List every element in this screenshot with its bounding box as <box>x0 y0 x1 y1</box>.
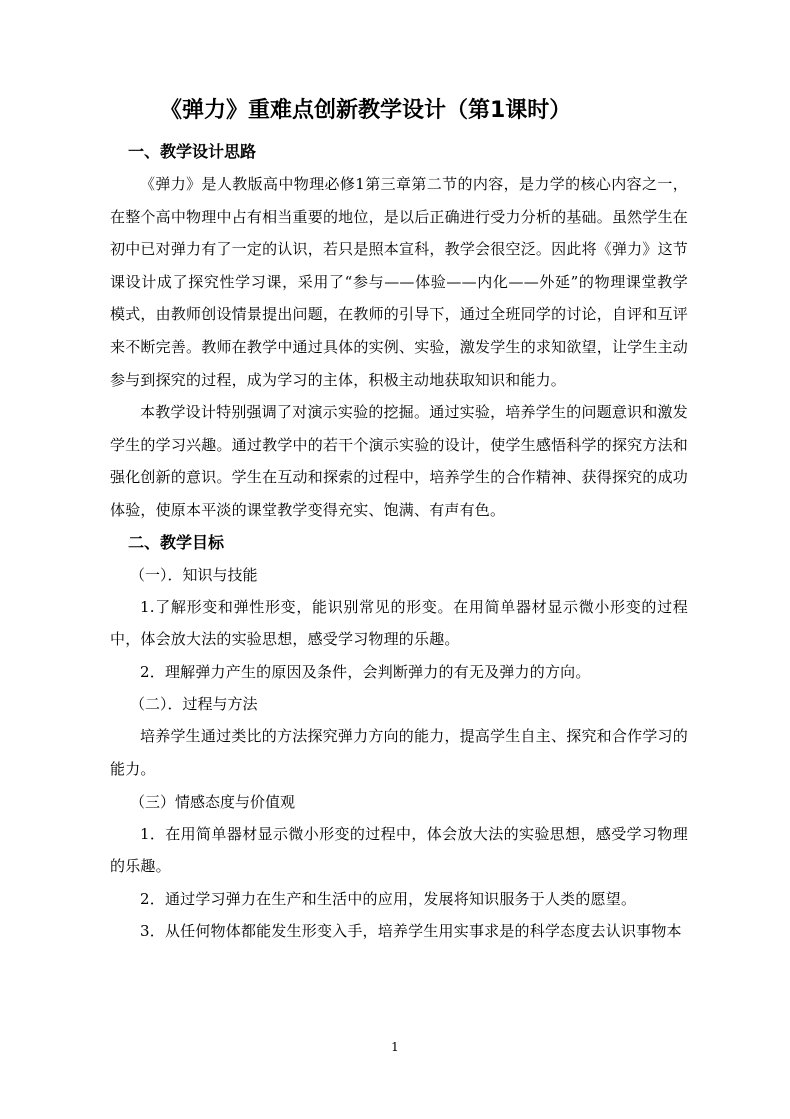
subheading-attitude-values: （三）情感态度与价值观 <box>130 792 296 811</box>
goal-item: 2．理解弹力产生的原因及条件，会判断弹力的有无及弹力的方向。 <box>140 662 591 681</box>
paragraph-design-idea-2: 本教学设计特别强调了对演示实验的挖掘。通过实验，培养学生的问题意识和激发学生的学习兴趣。通过教学中的若干个演示实验的设计，使学生感悟科学的探究方法和强化创新的意识。学生在互动和探索的过程中，培养学生的合作精神、获得探究的成功体验，使原本平淡的课堂教学变得充实、饱满、有声有色。 <box>110 403 688 519</box>
page-number: 1 <box>391 1040 399 1054</box>
section-heading-design-idea: 一、教学设计思路 <box>128 142 257 161</box>
section-heading-teaching-goals: 二、教学目标 <box>128 532 225 552</box>
document-title: 《弹力》重难点创新教学设计（第1课时） <box>160 98 572 123</box>
subheading-process-methods: （二）．过程与方法 <box>130 695 258 714</box>
document-body <box>110 136 688 948</box>
subheading-knowledge-skills: （一）．知识与技能 <box>130 565 258 584</box>
paragraph-design-idea-1: 《弹力》是人教版高中物理必修1第三章第二节的内容，是力学的核心内容之一，在整个高中物理中占有相当重要的地位，是以后正确进行受力分析的基础。虽然学生在初中已对弹力有了一定的认识，若只是照本宣科，教学会很空泛。因此将《弹力》这节课设计成了探究性学习课，采用了“参与——体验——内化——外延”的物理课堂教学模式，由教师创设情景提出问题，在教师的引导下，通过全班同学的讨论，自评和互评来不断完善。教师在教学中通过具体的实例、实验，激发学生的求知欲望，让学生主动参与到探究的过程，成为学习的主体，积极主动地获取知识和能力。 <box>110 175 688 389</box>
goal-item: 2．通过学习弹力在生产和生活中的应用，发展将知识服务于人类的愿望。 <box>140 889 637 908</box>
goal-item: 培养学生通过类比的方法探究弹力方向的能力，提高学生自主、探究和合作学习的能力。 <box>110 727 688 778</box>
goal-item: 1.了解形变和弹性形变，能识别常见的形变。在用简单器材显示微小形变的过程中，体会放大法的实验思想，感受学习物理的乐趣。 <box>110 597 688 649</box>
goal-item: 1．在用简单器材显示微小形变的过程中，体会放大法的实验思想，感受学习物理的乐趣。 <box>110 824 688 876</box>
goal-item: 3．从任何物体都能发生形变入手，培养学生用实事求是的科学态度去认识事物本 <box>140 922 682 941</box>
